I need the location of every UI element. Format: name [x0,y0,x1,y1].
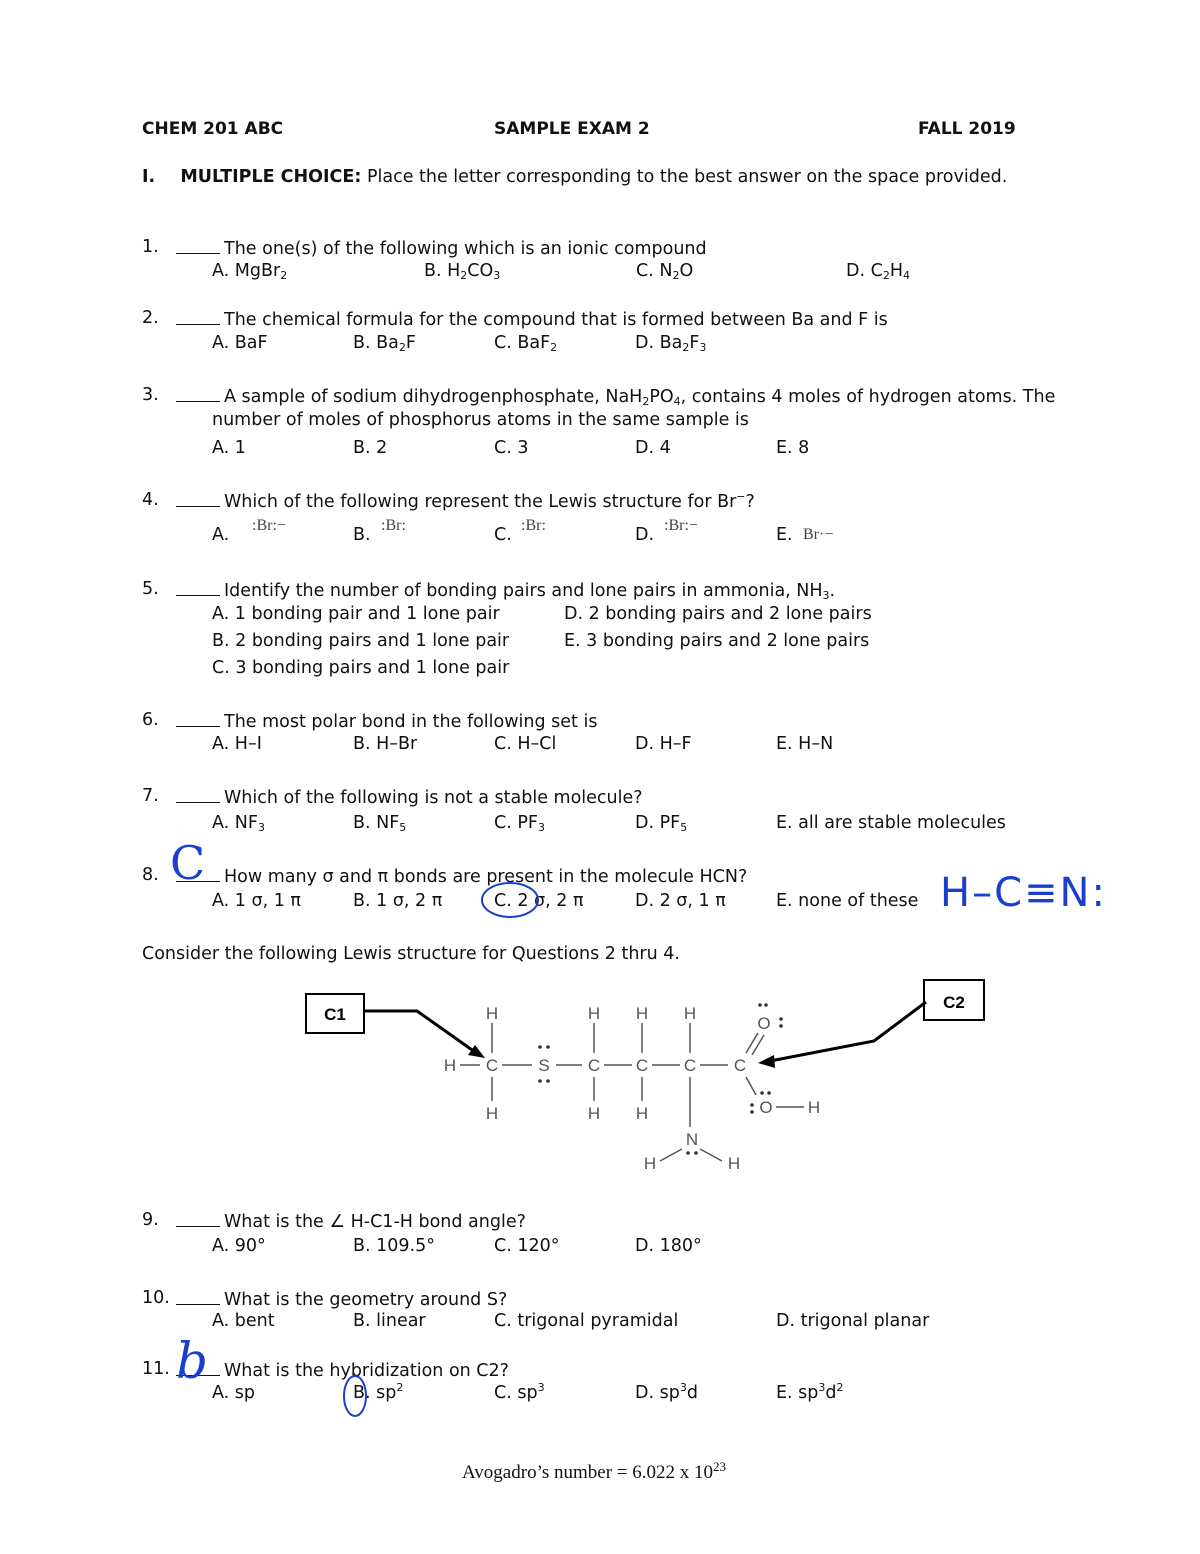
question-1-number: 1. [142,237,159,257]
q4-option-c-letter: C. [494,525,512,545]
atom-h: H [643,1154,657,1173]
q7-option-a: A. $NF_3$ [212,813,265,834]
question-11-number: 11. [142,1359,170,1379]
q3-option-a: A. 1 [212,438,246,458]
answer-blank[interactable] [176,387,220,402]
c2-arrowhead [758,1055,775,1068]
handwritten-hcn-note: H–C≡N: [940,870,1107,916]
lewis-structure-diagram [300,975,1000,1185]
atom-h: H [727,1154,741,1173]
c2-label: C2 [943,993,965,1012]
c1-arrow [364,1011,475,1052]
question-5-number: 5. [142,579,159,599]
q8-option-e: E. none of these [776,891,919,911]
answer-blank[interactable] [176,712,220,727]
q9-option-c: C. 120° [494,1236,560,1256]
answer-blank[interactable] [176,788,220,803]
q5-option-b: B. 2 bonding pairs and 1 lone pair [212,631,510,651]
q2-option-c: C. BaF$_2$ [494,333,558,354]
atom-c1: C [485,1056,499,1075]
q4-option-d-letter: D. [635,525,655,545]
q10-option-a: A. bent [212,1311,275,1331]
atom-c: C [587,1056,601,1075]
q9-option-a: A. 90° [212,1236,266,1256]
q5-option-d: D. 2 bonding pairs and 2 lone pairs [564,604,872,624]
answer-blank[interactable] [176,310,220,325]
question-10-number: 10. [142,1288,170,1308]
section-heading [142,169,1007,187]
q1-option-a: A. MgBr$_2$ [212,261,288,282]
section-instructions: Place the letter corresponding to the best answer on the space provided. [366,167,1008,187]
q10-option-b: B. linear [353,1311,426,1331]
question-9-number: 9. [142,1210,159,1230]
question-4: Which of the following represent the Lewis structure for Br−? [176,492,755,512]
question-7: Which of the following is not a stable molecule? [176,788,643,808]
atom-o: O [757,1014,771,1033]
question-6-number: 6. [142,710,159,730]
question-10: What is the geometry around S? [176,1290,507,1310]
answer-circle-11 [340,1372,370,1420]
section-number: I. [142,167,156,187]
question-7-number: 7. [142,786,159,806]
answer-blank[interactable] [176,1212,220,1227]
q5-option-c: C. 3 bonding pairs and 1 lone pair [212,658,510,678]
handwritten-answer-11: b [176,1332,209,1390]
q6-option-a: A. H–I [212,734,262,754]
question-2 [176,310,888,330]
q2-option-b: B. $Ba_2F$ [353,333,416,354]
q7-option-c: C. $PF_3$ [494,813,545,834]
atom-c: C [635,1056,649,1075]
exam-title: SAMPLE EXAM 2 [494,119,650,139]
answer-circle-8 [478,880,546,920]
c1-arrowhead [468,1045,485,1058]
q8-option-b: B. 1 σ, 2 π [353,891,443,911]
question-2-number: 2. [142,308,159,328]
q3-option-c: C. 3 [494,438,529,458]
atom-h: H [683,1004,697,1023]
q11-option-a: A. sp [212,1383,256,1403]
atom-h: H [807,1098,821,1117]
q4-option-a-letter: A. [212,525,230,545]
structure-caption: Consider the following Lewis structure for Questions 2 thru 4. [142,944,680,964]
question-4-number: 4. [142,490,159,510]
answer-blank[interactable] [176,581,220,596]
avogadro-footer: Avogadro’s number = 6.022 x $10^{23}$ [462,1459,726,1483]
atom-h: H [587,1104,601,1123]
q11-option-e: E. $sp^3d^2$ [776,1381,844,1403]
question-11: What is the hybridization on C2? [176,1361,509,1381]
atom-c2: C [733,1056,747,1075]
exam-term: FALL 2019 [918,119,1016,139]
q7-option-d: D. $PF_5$ [635,813,688,834]
question-3-number: 3. [142,385,159,405]
q2-option-a: A. BaF [212,333,268,353]
atom-n: N [685,1130,699,1149]
atom-h: H [587,1004,601,1023]
c1-label: C1 [324,1005,346,1024]
c2-arrow [765,1002,926,1062]
q6-option-e: E. H–N [776,734,834,754]
atom-c: C [683,1056,697,1075]
section-label: MULTIPLE CHOICE: [180,167,362,187]
question-9: What is the ∠ H-C1-H bond angle? [176,1212,526,1232]
question-text: The one(s) of the following which is an ionic compound [224,239,707,259]
q8-option-c: C. 2 σ, 2 π [494,891,584,911]
q3-option-d: D. 4 [635,438,671,458]
question-6: The most polar bond in the following set is [176,712,597,732]
q1-option-c: C. $N_2O$ [636,261,694,282]
question-3: A sample of sodium dihydrogenphosphate, $NaH_2PO_4$, contains 4 moles of hydrogen atoms. The [176,387,1055,407]
q7-option-b: B. $NF_5$ [353,813,407,834]
question-3-continued: number of moles of phosphorus atoms in the same sample is [212,410,749,430]
q10-option-c: C. trigonal pyramidal [494,1311,679,1331]
question-8-number: 8. [142,865,159,885]
atom-h: H [485,1004,499,1023]
lewis-structure-e: Br·− [803,526,834,543]
q1-option-b: B. $H_2CO_3$ [424,261,501,282]
q1-option-d: D. $C_2H_4$ [846,261,910,282]
q10-option-d: D. trigonal planar [776,1311,930,1331]
answer-blank[interactable] [176,239,220,254]
q3-option-e: E. 8 [776,438,810,458]
q5-option-a: A. 1 bonding pair and 1 lone pair [212,604,500,624]
atom-o: O [759,1098,773,1117]
question-1 [176,239,707,259]
lewis-structure-d: :Br:− [664,517,698,534]
q6-option-b: B. H–Br [353,734,418,754]
q4-option-b-letter: B. [353,525,371,545]
atom-h: H [635,1104,649,1123]
q11-option-c: C. $sp^3$ [494,1381,545,1403]
atom-h: H [443,1056,457,1075]
handwritten-answer-8: C [170,836,206,890]
answer-blank[interactable] [176,492,220,507]
q6-option-c: C. H–Cl [494,734,557,754]
lewis-structure-c: :Br: [521,517,546,534]
atom-s: S [538,1056,550,1075]
q6-option-d: D. H–F [635,734,692,754]
q7-option-e: E. all are stable molecules [776,813,1006,833]
q4-option-e-letter: E. [776,525,793,545]
q5-option-e: E. 3 bonding pairs and 2 lone pairs [564,631,870,651]
lewis-structure-a: :Br:− [252,517,286,534]
q2-option-d: D. $Ba_2F_3$ [635,333,707,354]
atom-h: H [485,1104,499,1123]
q8-option-a: A. 1 σ, 1 π [212,891,301,911]
q8-option-d: D. 2 σ, 1 π [635,891,726,911]
q9-option-d: D. 180° [635,1236,702,1256]
atom-h: H [635,1004,649,1023]
q11-option-b: B. $sp^2$ [353,1381,404,1403]
answer-blank[interactable] [176,1290,220,1305]
course-code: CHEM 201 ABC [142,119,284,139]
question-8: How many σ and π bonds are present in the molecule HCN? [176,867,747,887]
lewis-structure-b: :Br: [381,517,406,534]
question-5: Identify the number of bonding pairs and lone pairs in ammonia, $NH_3$. [176,581,835,601]
q11-option-d: D. $sp^3d$ [635,1381,698,1403]
q3-option-b: B. 2 [353,438,388,458]
question-text: The chemical formula for the compound that is formed between Ba and F is [224,310,888,330]
q9-option-b: B. 109.5° [353,1236,435,1256]
